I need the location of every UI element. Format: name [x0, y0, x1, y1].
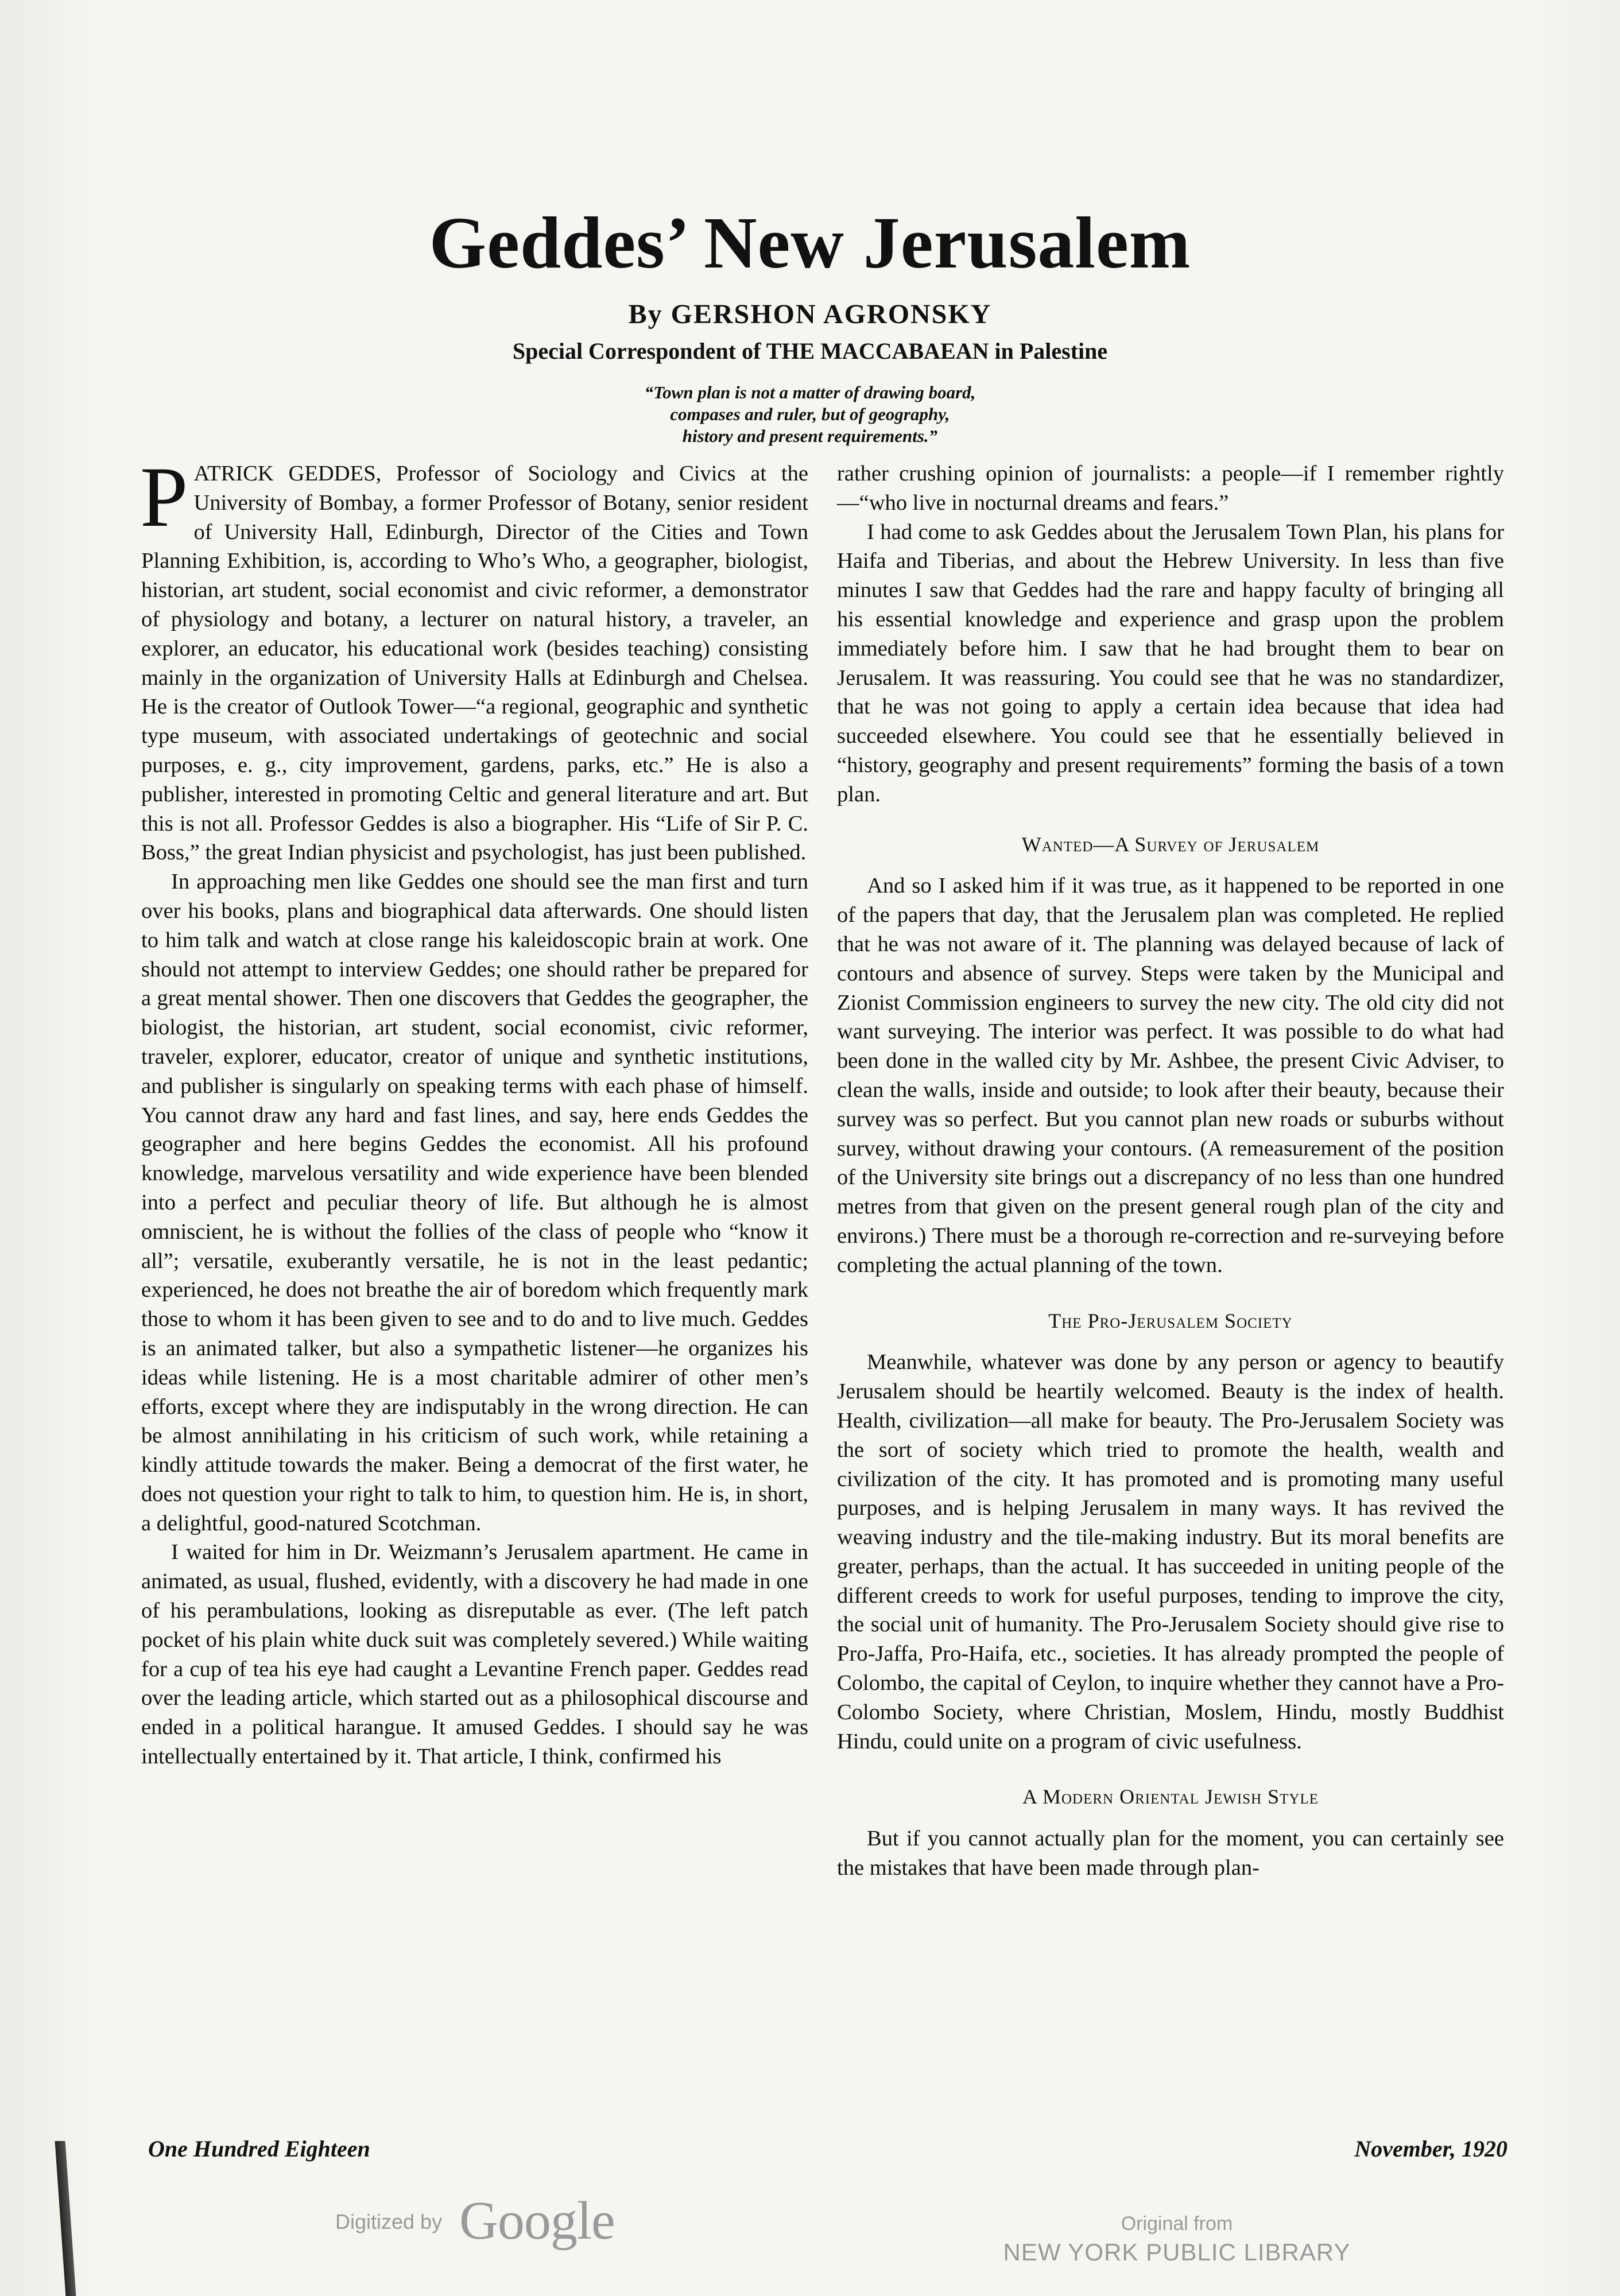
- issue-date-footer: November, 1920: [1354, 2136, 1507, 2162]
- left-column: [140, 449, 808, 1771]
- paragraph: In approaching men like Geddes one should see the man first and turn over his books, plans and biographical data afterwards. One should listen to him talk and watch at close range his kaleidoscopic brain at work. One should not attempt to interview Geddes; one should rather be prepared for a great mental shower. Then one discovers that Geddes the geographer, the biologist, the historian, art student, social economist, civic reformer, traveler, explorer, educator, creator of unique and synthetic institutions, and publisher is singularly on speaking terms with each phase of himself. You cannot draw any hard and fast lines, and say, here ends Geddes the geographer and here begins Geddes the economist. All his profound knowledge, marvelous versatility and wide experience have been blended into a perfect and peculiar theory of life. But although he is almost omniscient, he is without the follies of the class of people who “know it all”; versatile, exuberantly versatile, he is not in the least pedantic; experienced, he does not breathe the air of boredom which frequently mark those to whom it has been given to see and to do and to live much. Geddes is an animated talker, but also a sympathetic listener—he organizes his ideas while listening. He is a most charitable admirer of other men’s efforts, except where they are indisputably in the wrong direction. He can be almost annihilating in his criticism of such work, while retaining a kindly attitude towards the maker. Being a democrat of the first water, he does not question your right to talk to him, to question him. He is, in short, a delightful, good-natured Scotchman.: [141, 870, 808, 1535]
- epigraph-line: “Town plan is not a matter of drawing board,: [644, 382, 976, 402]
- author-byline: By GERSHON AGRONSKY: [628, 299, 992, 329]
- correspondent-line: Special Correspondent of THE MACCABAEAN in Palestine: [512, 338, 1108, 364]
- paragraph: I waited for him in Dr. Weizmann’s Jerusalem apartment. He came in animated, as usual, flushed, evidently, with a discovery he had made in one of his perambulations, looking as disreputable as ever. (The left patch pocket of his plain white duck suit was completely severed.) While waiting for a cup of tea his eye had caught a Levantine French paper. Geddes read over the leading article, which started out as a philosophical discourse and ended in a political harangue. It amused Geddes. I should say he was intellectually entertained by it. That article, I think, confirmed his: [141, 1540, 808, 1769]
- paragraph: Meanwhile, whatever was done by any person or agency to beautify Jerusalem should be heartily welcomed. Beauty is the index of health. Health, civilization—all make for beauty. The Pro-Jerusalem Society was the sort of society which tried to promote the health, wealth and civilization of the city. It has promoted and is promoting many useful purposes, and is helping Jerusalem in many ways. It has revived the weaving industry and the tile-making industry. But its moral benefits are greater, perhaps, than the actual. It has succeeded in uniting people of the different creeds to work for useful purposes, tending to improve the city, the social unit of humanity. The Pro-Jerusalem Society should give rise to Pro-Jaffa, Pro-Haifa, etc., societies. It has already prompted the people of Colombo, the capital of Ceylon, to inquire whether they cannot have a Pro-Colombo Society, where Christian, Moslem, Hindu, mostly Buddhist Hindu, could unite on a program of civic usefulness.: [837, 1350, 1504, 1754]
- epigraph-line: history and present requirements.”: [682, 426, 938, 446]
- epigraph: [0, 382, 1620, 447]
- page-number-footer: One Hundred Eighteen: [148, 2136, 370, 2162]
- source-library-note: [976, 2213, 1378, 2266]
- drop-cap: P: [140, 449, 188, 545]
- section-heading: The Pro-Jerusalem Society: [1048, 1309, 1293, 1332]
- article-title: Geddes’ New Jerusalem: [429, 202, 1191, 284]
- digitized-by-text: Digitized by: [335, 2210, 443, 2233]
- paragraph: But if you cannot actually plan for the moment, you can certainly see the mistakes that have been made through plan-: [837, 1826, 1504, 1880]
- paragraph: And so I asked him if it was true, as it happened to be reported in one of the papers that day, that the Jerusalem plan was completed. He replied that he was not aware of it. The planning was delayed because of lack of contours and absence of survey. Steps were taken by the Municipal and Zionist Commission engineers to survey the new city. The old city did not want surveying. The interior was perfect. It was possible to do what had been done in the walled city by Mr. Ashbee, the present Civic Adviser, to clean the walls, inside and outside; to look after their beauty, because their survey was so perfect. But you cannot plan new roads or suburbs without survey, without drawing your contours. (A remeasurement of the position of the University site brings out a discrepancy of no less than one hundred metres from that given on the present general rough plan of the city and environs.) There must be a thorough re-correction and re-surveying before completing the actual planning of the town.: [837, 874, 1504, 1277]
- paragraph: rather crushing opinion of journalists: a people—if I remember rightly—“who live in nocturnal dreams and fears.”: [837, 461, 1504, 515]
- paragraph: I had come to ask Geddes about the Jerusalem Town Plan, his plans for Haifa and Tiberias, and about the Hebrew University. In less than five minutes I saw that Geddes had the rare and happy faculty of bringing all his essential knowledge and experience and grasp upon the problem immediately before him. I saw that he had brought them to bear on Jerusalem. It was reassuring. You could see that he was no standardizer, that he was not going to apply a certain idea because that idea had succeeded elsewhere. You could see that he essentially believed in “history, geography and present requirements” forming the basis of a town plan.: [837, 519, 1504, 806]
- page-edge-shadow: [55, 2141, 76, 2296]
- google-logo: Google: [459, 2191, 615, 2251]
- section-heading: A Modern Oriental Jewish Style: [1022, 1785, 1319, 1809]
- paragraph-text: ATRICK GEDDES, Professor of Sociology and Civics at the University of Bombay, a former Professor of Botany, senior resident of University Hall, Edinburgh, Director of the Cities and Town Planning Exhibition, is, according to Who’s Who, a geographer, biologist, historian, art student, social economist and civic reformer, a demonstrator of physiology and botany, a lecturer on natural history, a traveler, an explorer, an educator, his educational work (besides teaching) consisting mainly in the organization of University Halls at Edinburgh and Chelsea. He is the creator of Outlook Tower—“a regional, geographic and synthetic type museum, with associated undertakings of geotechnic and social purposes, e. g., city improvement, gardens, parks, etc.” He is also a publisher, interested in promoting Celtic and general literature and art. But this is not all. Professor Geddes is also a biographer. His “Life of Sir P. C. Boss,” the great Indian physicist and psychologist, has just been published.: [141, 461, 808, 865]
- original-from-text: Original from: [1121, 2213, 1233, 2235]
- epigraph-line: compases and ruler, but of geography,: [670, 404, 950, 424]
- library-name: NEW YORK PUBLIC LIBRARY: [1003, 2239, 1351, 2266]
- right-column: [837, 459, 1504, 1883]
- section-heading: Wanted—A Survey of Jerusalem: [1021, 832, 1320, 856]
- paragraph: [140, 449, 808, 867]
